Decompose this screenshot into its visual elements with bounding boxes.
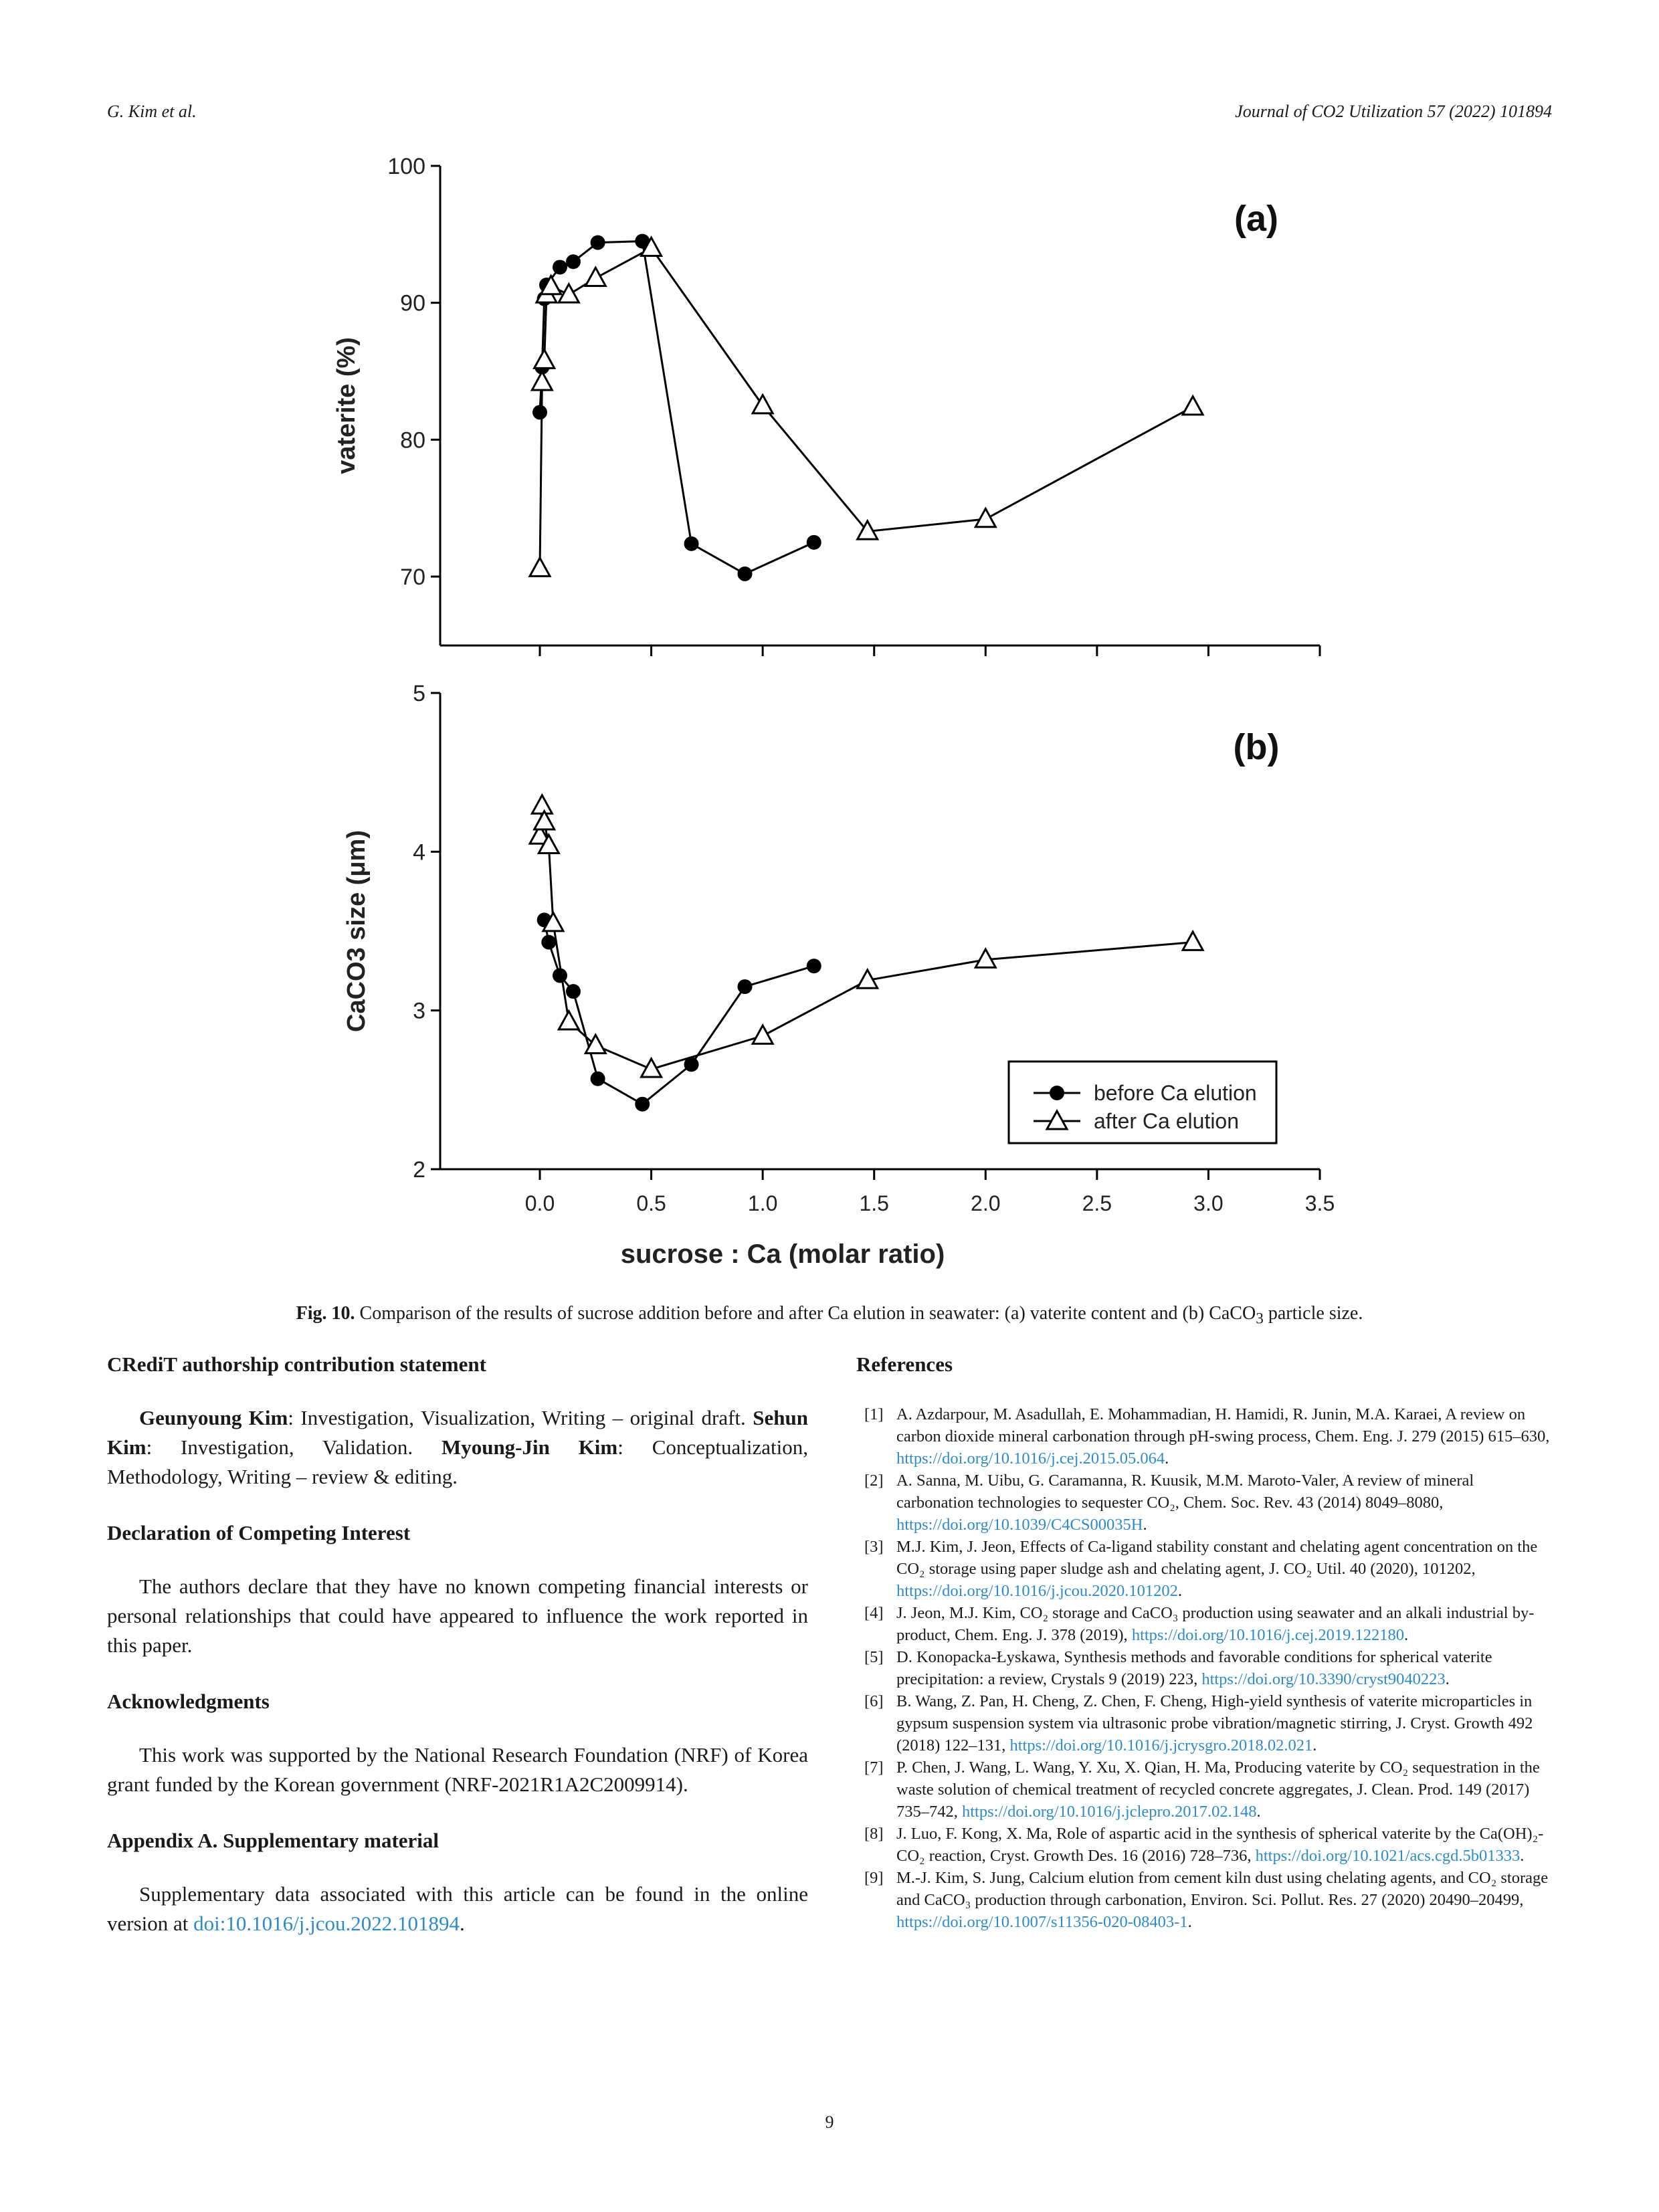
svg-text:3: 3 bbox=[413, 998, 425, 1024]
reference-doi-link[interactable]: https://doi.org/10.3390/cryst9040223 bbox=[1201, 1670, 1446, 1688]
reference-item: [9] M.-J. Kim, S. Jung, Calcium elution from cement kiln dust using chelating agents, and CO₂ storage and CaCO₃ production through carbonation, Environ. Sci. Pollut. Res. 27 (2020) 20490–20499, https://doi.org/10.1007/s11356-020-08403-1. bbox=[856, 1867, 1552, 1933]
svg-text:0.0: 0.0 bbox=[524, 1191, 555, 1215]
svg-text:CaCO3 size (μm): CaCO3 size (μm) bbox=[343, 830, 371, 1032]
reference-number: [4] bbox=[864, 1604, 884, 1622]
reference-item: [3] M.J. Kim, J. Jeon, Effects of Ca-ligand stability constant and chelating agent concentration on the CO₂ storage using paper sludge ash and chelating agent, J. CO₂ Util. 40 (2020), 101202, https://doi.org/10.1016/j.jcou.2020.101202. bbox=[856, 1536, 1552, 1602]
svg-text:100: 100 bbox=[387, 154, 425, 179]
svg-text:2: 2 bbox=[413, 1157, 425, 1183]
reference-number: [7] bbox=[864, 1758, 884, 1777]
data-point-after bbox=[753, 395, 773, 413]
data-point-after bbox=[753, 1025, 773, 1043]
svg-text:0.5: 0.5 bbox=[636, 1191, 666, 1215]
reference-text: M.-J. Kim, S. Jung, Calcium elution from cement kiln dust using chelating agents, and CO₂ storage and CaCO₃ production through carbonation, Environ. Sci. Pollut. Res. 27 (2020) 20490–20499, bbox=[896, 1869, 1549, 1909]
competing-interest-heading: Declaration of Competing Interest bbox=[107, 1521, 411, 1544]
appendix-text: Supplementary data associated with this article can be found in the online version at doi:10.1016/j.jcou.2022.101894. bbox=[107, 1882, 808, 1935]
data-point-after bbox=[530, 558, 550, 576]
svg-text:3.0: 3.0 bbox=[1193, 1191, 1224, 1215]
reference-item: [4] J. Jeon, M.J. Kim, CO₂ storage and CaCO₃ production using seawater and an alkali industrial by-product, Chem. Eng. J. 378 (2019), https://doi.org/10.1016/j.cej.2019.122180. bbox=[856, 1602, 1552, 1646]
data-point-after bbox=[532, 372, 552, 390]
reference-item: [1] A. Azdarpour, M. Asadullah, E. Mohammadian, H. Hamidi, R. Junin, M.A. Karaei, A review on carbon dioxide mineral carbonation through pH-swing process, Chem. Eng. J. 279 (2015) 615–630, https://doi.org/10.1016/j.cej.2015.05.064. bbox=[856, 1403, 1552, 1470]
acknowledgments-heading: Acknowledgments bbox=[107, 1690, 270, 1713]
svg-text:70: 70 bbox=[400, 565, 425, 590]
running-header-authors: G. Kim et al. bbox=[107, 102, 197, 121]
reference-doi-link[interactable]: https://doi.org/10.1007/s11356-020-08403-1 bbox=[896, 1913, 1188, 1931]
data-point-before bbox=[553, 260, 567, 274]
data-point-after bbox=[975, 508, 995, 526]
svg-text:after Ca elution: after Ca elution bbox=[1094, 1109, 1240, 1133]
svg-text:2.0: 2.0 bbox=[971, 1191, 1001, 1215]
supplementary-doi-link[interactable]: doi:10.1016/j.jcou.2022.101894 bbox=[193, 1912, 460, 1935]
competing-interest-text: The authors declare that they have no known competing financial interests or personal relationships that could have appeared to influence the work reported in this paper. bbox=[107, 1575, 808, 1657]
svg-text:5: 5 bbox=[413, 681, 425, 706]
figure-caption: Fig. 10. Comparison of the results of sucrose addition before and after Ca elution in seawater: (a) vaterite content and (b) CaCO$_3$ particle size. bbox=[296, 1303, 1363, 1328]
data-point-before bbox=[591, 235, 605, 250]
reference-doi-link[interactable]: https://doi.org/10.1016/j.cej.2019.122180 bbox=[1131, 1626, 1405, 1644]
reference-text: J. Luo, F. Kong, X. Ma, Role of aspartic acid in the synthesis of spherical vaterite by the Ca(OH)₂-CO₂ reaction, Cryst. Growth Des. 16 (2016) 728–736, bbox=[896, 1825, 1544, 1865]
data-point-after bbox=[1183, 932, 1203, 950]
reference-doi-link[interactable]: https://doi.org/10.1016/j.cej.2015.05.064 bbox=[896, 1449, 1165, 1468]
svg-text:80: 80 bbox=[400, 427, 425, 454]
data-point-before bbox=[684, 536, 699, 551]
reference-number: [9] bbox=[864, 1869, 884, 1887]
reference-number: [5] bbox=[864, 1648, 884, 1666]
svg-text:1.0: 1.0 bbox=[747, 1191, 778, 1215]
data-point-after bbox=[559, 284, 579, 302]
reference-text: B. Wang, Z. Pan, H. Cheng, Z. Chen, F. Cheng, High-yield synthesis of vaterite microparticles in gypsum suspension system via ultrasonic probe vibration/magnetic stirring, J. Cryst. Growth 492 (2018) 122–131, bbox=[896, 1692, 1533, 1754]
figure-caption-text: Comparison of the results of sucrose addition before and after Ca elution in seawater: (a) vaterite content and (b) CaCO bbox=[359, 1303, 1256, 1324]
figure-caption-label: Fig. 10. bbox=[296, 1303, 355, 1324]
reference-text: A. Sanna, M. Uibu, G. Caramanna, R. Kuusik, M.M. Maroto-Valer, A review of mineral carbonation technologies to sequester CO₂, Chem. Soc. Rev. 43 (2014) 8049–8080, bbox=[896, 1472, 1474, 1512]
reference-text: D. Konopacka-Łyskawa, Synthesis methods and favorable conditions for spherical vaterite precipitation: a review, Crystals 9 (2019) 223, bbox=[896, 1648, 1492, 1688]
data-point-before bbox=[807, 959, 821, 973]
svg-text:3.5: 3.5 bbox=[1304, 1191, 1335, 1215]
reference-list bbox=[856, 1403, 1552, 1933]
chart-legend bbox=[1009, 1062, 1276, 1143]
appendix-heading: Appendix A. Supplementary material bbox=[107, 1829, 440, 1852]
reference-text: M.J. Kim, J. Jeon, Effects of Ca-ligand stability constant and chelating agent concentration on the CO₂ storage using paper sludge ash and chelating agent, J. CO₂ Util. 40 (2020), 101202, bbox=[896, 1538, 1538, 1578]
reference-number: [1] bbox=[864, 1405, 884, 1423]
data-point-after bbox=[532, 795, 552, 813]
data-point-after bbox=[559, 1011, 579, 1029]
data-point-before bbox=[566, 984, 581, 999]
running-header-journal: Journal of CO2 Utilization 57 (2022) 101894 bbox=[1235, 102, 1552, 121]
data-point-after bbox=[534, 350, 555, 368]
reference-item: [5] D. Konopacka-Łyskawa, Synthesis methods and favorable conditions for spherical vaterite precipitation: a review, Crystals 9 (2019) 223, https://doi.org/10.3390/cryst9040223. bbox=[856, 1646, 1552, 1690]
reference-text: J. Jeon, M.J. Kim, CO₂ storage and CaCO₃ production using seawater and an alkali industrial by-product, Chem. Eng. J. 378 (2019), bbox=[896, 1604, 1535, 1644]
svg-text:2.5: 2.5 bbox=[1082, 1191, 1112, 1215]
data-point-before bbox=[566, 254, 581, 269]
reference-doi-link[interactable]: https://doi.org/10.1016/j.jcrysgro.2018.02.021 bbox=[1009, 1736, 1313, 1754]
svg-text:before Ca elution: before Ca elution bbox=[1094, 1081, 1257, 1105]
svg-text:vaterite (%): vaterite (%) bbox=[332, 337, 361, 474]
data-point-after bbox=[585, 268, 605, 286]
data-point-before bbox=[541, 935, 556, 950]
reference-doi-link[interactable]: https://doi.org/10.1021/acs.cgd.5b01333 bbox=[1255, 1847, 1521, 1865]
reference-doi-link[interactable]: https://doi.org/10.1039/C4CS00035H bbox=[896, 1516, 1143, 1534]
svg-text:(a): (a) bbox=[1234, 199, 1278, 239]
reference-item: [7] P. Chen, J. Wang, L. Wang, Y. Xu, X. Qian, H. Ma, Producing vaterite by CO₂ sequestration in the waste solution of chemical treatment of recycled concrete aggregates, J. Clean. Prod. 149 (2017) 735–742, https://doi.org/10.1016/j.jclepro.2017.02.148. bbox=[856, 1756, 1552, 1823]
data-point-after bbox=[1183, 397, 1203, 415]
data-point-before bbox=[737, 567, 752, 581]
reference-item: [6] B. Wang, Z. Pan, H. Cheng, Z. Chen, F. Cheng, High-yield synthesis of vaterite microparticles in gypsum suspension system via ultrasonic probe vibration/magnetic stirring, J. Cryst. Growth 492 (2018) 122–131, https://doi.org/10.1016/j.jcrysgro.2018.02.021. bbox=[856, 1690, 1552, 1756]
left-column bbox=[107, 1351, 808, 1967]
data-point-before bbox=[591, 1072, 605, 1086]
right-column bbox=[856, 1351, 1552, 1933]
reference-number: [6] bbox=[864, 1692, 884, 1710]
data-point-before bbox=[635, 1097, 650, 1112]
credit-statement: Geunyoung Kim: Investigation, Visualization, Writing – original draft. Sehun Kim: Investigation, Validation. Myoung-Jin Kim: Conceptualization, Methodology, Writing – review & editing. bbox=[107, 1406, 808, 1488]
svg-text:90: 90 bbox=[400, 290, 425, 316]
data-point-before bbox=[532, 405, 547, 419]
credit-heading: CRediT authorship contribution statement bbox=[107, 1352, 486, 1376]
figure-10-chart bbox=[0, 134, 1659, 1284]
chart-a-vaterite bbox=[332, 154, 1320, 656]
references-heading: References bbox=[856, 1352, 953, 1376]
page-number: 9 bbox=[825, 2112, 834, 2132]
x-axis-label: sucrose : Ca (molar ratio) bbox=[620, 1239, 945, 1269]
reference-doi-link[interactable]: https://doi.org/10.1016/j.jclepro.2017.02.148 bbox=[962, 1803, 1257, 1821]
reference-text: P. Chen, J. Wang, L. Wang, Y. Xu, X. Qian, H. Ma, Producing vaterite by CO₂ sequestration in the waste solution of chemical treatment of recycled concrete aggregates, J. Clean. Prod. 149 (2017) 735–742, bbox=[896, 1758, 1540, 1821]
acknowledgments-text: This work was supported by the National Research Foundation (NRF) of Korea grant funded by the Korean government (NRF-2021R1A2C2009914). bbox=[107, 1743, 808, 1796]
data-point-before bbox=[737, 979, 752, 994]
figure-10 bbox=[0, 134, 1659, 1284]
svg-text:(b): (b) bbox=[1233, 727, 1280, 767]
reference-item: [8] J. Luo, F. Kong, X. Ma, Role of aspartic acid in the synthesis of spherical vaterite by the Ca(OH)₂-CO₂ reaction, Cryst. Growth Des. 16 (2016) 728–736, https://doi.org/10.1021/acs.cgd.5b01333. bbox=[856, 1823, 1552, 1867]
reference-doi-link[interactable]: https://doi.org/10.1016/j.jcou.2020.101202 bbox=[896, 1582, 1178, 1600]
svg-text:1.5: 1.5 bbox=[859, 1191, 889, 1215]
reference-number: [2] bbox=[864, 1472, 884, 1490]
reference-number: [3] bbox=[864, 1538, 884, 1556]
reference-text: A. Azdarpour, M. Asadullah, E. Mohammadian, H. Hamidi, R. Junin, M.A. Karaei, A review on carbon dioxide mineral carbonation through pH-swing process, Chem. Eng. J. 279 (2015) 615–630, bbox=[896, 1405, 1550, 1445]
reference-number: [8] bbox=[864, 1825, 884, 1843]
data-point-before bbox=[807, 535, 821, 550]
svg-text:4: 4 bbox=[413, 839, 425, 866]
reference-item: [2] A. Sanna, M. Uibu, G. Caramanna, R. Kuusik, M.M. Maroto-Valer, A review of mineral carbonation technologies to sequester CO₂, Chem. Soc. Rev. 43 (2014) 8049–8080, https://doi.org/10.1039/C4CS00035H. bbox=[856, 1470, 1552, 1536]
